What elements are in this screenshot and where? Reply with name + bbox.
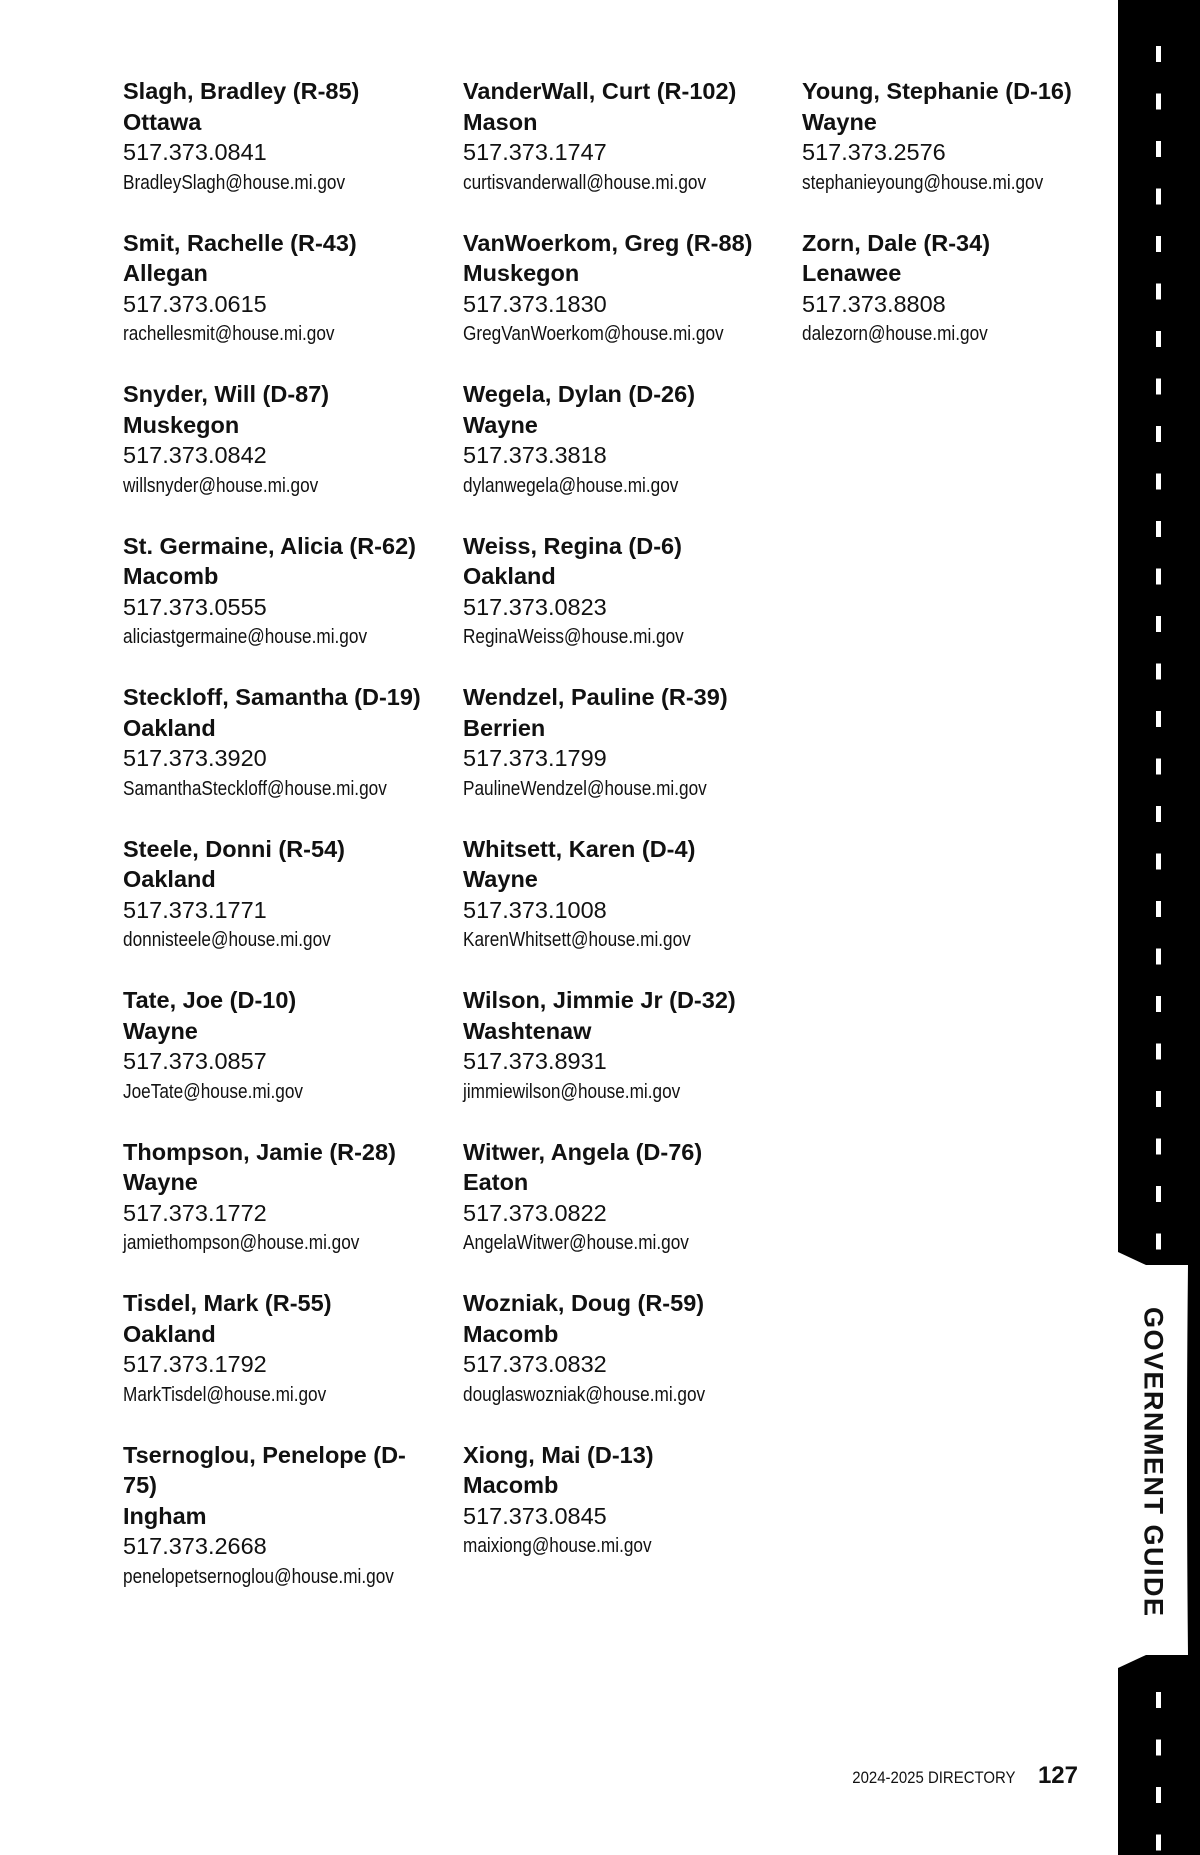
member-county: Washtenaw [463, 1017, 592, 1044]
directory-column-3 [802, 76, 1132, 379]
directory-entry [123, 1137, 453, 1289]
member-phone[interactable]: 517.373.0822 [463, 1199, 607, 1226]
directory-entry [463, 985, 793, 1137]
member-email[interactable]: douglaswozniak@house.mi.gov [463, 1383, 706, 1406]
member-county: Macomb [463, 1320, 559, 1347]
road-dash [1156, 854, 1161, 870]
member-email[interactable]: SamanthaSteckloff@house.mi.gov [123, 777, 387, 800]
member-phone[interactable]: 517.373.1772 [123, 1199, 267, 1226]
road-dash [1156, 616, 1161, 632]
member-county: Wayne [123, 1169, 198, 1195]
directory-entry [123, 985, 453, 1137]
member-name: Snyder, Will (D-87) [123, 381, 330, 407]
directory-entry [123, 682, 453, 834]
directory-entry [123, 1288, 453, 1440]
member-email[interactable]: maixiong@house.mi.gov [463, 1535, 652, 1557]
member-county: Muskegon [123, 411, 240, 438]
page-footer [830, 1762, 1078, 1790]
member-name: Wendzel, Pauline (R-39) [463, 684, 728, 710]
road-dash [1156, 1044, 1161, 1060]
member-email[interactable]: PaulineWendzel@house.mi.gov [463, 777, 707, 800]
road-dash [1156, 806, 1161, 822]
road-dash [1156, 1740, 1161, 1756]
member-email[interactable]: MarkTisdel@house.mi.gov [123, 1383, 327, 1406]
road-dash [1156, 1234, 1161, 1250]
road-dash [1156, 521, 1161, 537]
member-name: VanWoerkom, Greg (R-88) [463, 229, 753, 256]
member-phone[interactable]: 517.373.0823 [463, 593, 607, 620]
road-dash [1156, 1835, 1161, 1851]
road-dash [1156, 711, 1161, 727]
member-name: Zorn, Dale (R-34) [802, 229, 991, 256]
directory-entry [463, 531, 793, 683]
member-name: Steele, Donni (R-54) [123, 835, 345, 862]
member-phone[interactable]: 517.373.1799 [463, 745, 607, 771]
member-name: Weiss, Regina (D-6) [463, 532, 682, 559]
section-label-text: GOVERNMENT GUIDE [1138, 1307, 1169, 1618]
directory-entry [123, 531, 453, 683]
member-county: Macomb [463, 1472, 559, 1498]
member-email[interactable]: aliciastgermaine@house.mi.gov [123, 626, 368, 648]
road-dash [1156, 1091, 1161, 1107]
member-phone[interactable]: 517.373.8931 [463, 1048, 607, 1074]
member-email[interactable]: KarenWhitsett@house.mi.gov [463, 929, 691, 951]
directory-entry [463, 1440, 793, 1592]
member-county: Oakland [123, 1320, 216, 1347]
member-phone[interactable]: 517.373.1008 [463, 896, 607, 923]
road-dash [1156, 426, 1161, 442]
member-email[interactable]: curtisvanderwall@house.mi.gov [463, 171, 707, 194]
member-county: Wayne [463, 866, 538, 892]
member-phone[interactable]: 517.373.1830 [463, 290, 607, 317]
road-dash [1156, 1692, 1161, 1708]
member-email[interactable]: ReginaWeiss@house.mi.gov [463, 626, 684, 648]
member-name: Wilson, Jimmie Jr (D-32) [463, 987, 736, 1013]
member-phone[interactable]: 517.373.2668 [123, 1533, 267, 1559]
member-name: Smit, Rachelle (R-43) [123, 229, 357, 256]
road-dash [1156, 94, 1161, 110]
section-label [1118, 1265, 1188, 1660]
member-county: Ingham [123, 1502, 207, 1529]
road-dash [1156, 1186, 1161, 1202]
member-phone[interactable]: 517.373.8808 [802, 290, 946, 317]
member-county: Wayne [802, 108, 877, 135]
member-name: Young, Stephanie (D-16) [802, 78, 1072, 104]
road-dash [1156, 474, 1161, 490]
member-county: Wayne [123, 1017, 198, 1044]
road-dash [1156, 569, 1161, 585]
member-county: Allegan [123, 260, 208, 286]
directory-entry [123, 1440, 453, 1630]
member-email[interactable]: donnisteele@house.mi.gov [123, 929, 331, 951]
member-email[interactable]: rachellesmit@house.mi.gov [123, 323, 335, 345]
member-email[interactable]: AngelaWitwer@house.mi.gov [463, 1232, 689, 1254]
member-email[interactable]: jamiethompson@house.mi.gov [123, 1232, 360, 1254]
member-county: Eaton [463, 1169, 529, 1195]
road-dash [1156, 379, 1161, 395]
directory-column-1 [123, 76, 453, 1630]
road-dash [1156, 331, 1161, 347]
member-email[interactable]: willsnyder@house.mi.gov [123, 474, 319, 497]
member-name: Slagh, Bradley (R-85) [123, 78, 360, 104]
member-name: Whitsett, Karen (D-4) [463, 835, 696, 862]
member-email[interactable]: JoeTate@house.mi.gov [123, 1080, 304, 1103]
directory-entry [123, 834, 453, 986]
road-dash [1156, 1139, 1161, 1155]
directory-entry [463, 76, 793, 228]
member-name: Steckloff, Samantha (D-19) [123, 684, 421, 710]
member-email[interactable]: dalezorn@house.mi.gov [802, 323, 988, 345]
member-email[interactable]: BradleySlagh@house.mi.gov [123, 171, 346, 194]
member-county: Oakland [123, 866, 216, 892]
road-dash [1156, 996, 1161, 1012]
member-county: Oakland [463, 563, 556, 589]
road-dash [1156, 759, 1161, 775]
member-email[interactable]: penelopetsernoglou@house.mi.gov [123, 1565, 394, 1588]
road-dash [1156, 901, 1161, 917]
directory-entry [802, 228, 1132, 380]
member-phone[interactable]: 517.373.0832 [463, 1351, 607, 1377]
member-county: Mason [463, 108, 538, 135]
directory-column-2 [463, 76, 793, 1591]
member-phone[interactable]: 517.373.3920 [123, 745, 267, 771]
member-phone[interactable]: 517.373.1792 [123, 1351, 267, 1377]
directory-entry [123, 379, 453, 531]
member-email[interactable]: jimmiewilson@house.mi.gov [463, 1080, 681, 1103]
member-email[interactable]: dylanwegela@house.mi.gov [463, 474, 679, 497]
directory-entry [463, 228, 793, 380]
member-email[interactable]: stephanieyoung@house.mi.gov [802, 171, 1044, 194]
directory-entry [463, 682, 793, 834]
member-email[interactable]: GregVanWoerkom@house.mi.gov [463, 323, 724, 345]
member-phone[interactable]: 517.373.0841 [123, 139, 267, 165]
directory-entry [463, 834, 793, 986]
member-name: Tisdel, Mark (R-55) [123, 1290, 332, 1316]
member-county: Ottawa [123, 108, 202, 135]
directory-entry [802, 76, 1132, 228]
member-phone[interactable]: 517.373.0857 [123, 1048, 267, 1074]
member-phone[interactable]: 517.373.1747 [463, 139, 607, 165]
member-name: Thompson, Jamie (R-28) [123, 1138, 396, 1165]
directory-year: 2024-2025 DIRECTORY [852, 1768, 1016, 1787]
directory-entry [463, 1288, 793, 1440]
road-dash [1156, 664, 1161, 680]
member-county: Wayne [463, 411, 538, 438]
member-name: VanderWall, Curt (R-102) [463, 78, 737, 104]
member-county: Macomb [123, 563, 219, 589]
member-phone[interactable]: 517.373.0842 [123, 442, 267, 468]
directory-entry [123, 76, 453, 228]
page-number: 127 [1037, 1762, 1078, 1789]
member-name: Wozniak, Doug (R-59) [463, 1290, 705, 1316]
member-name: Witwer, Angela (D-76) [463, 1138, 703, 1165]
directory-entry [123, 228, 453, 380]
road-dash [1156, 141, 1161, 157]
member-phone[interactable]: 517.373.0845 [463, 1502, 607, 1529]
directory-entry [463, 379, 793, 531]
member-name: Xiong, Mai (D-13) [463, 1441, 654, 1468]
member-county: Oakland [123, 714, 216, 741]
member-county: Berrien [463, 714, 546, 741]
road-dash [1156, 46, 1161, 62]
member-name: Tate, Joe (D-10) [123, 987, 297, 1013]
road-dash [1156, 189, 1161, 205]
directory-entry [463, 1137, 793, 1289]
member-phone[interactable]: 517.373.1771 [123, 896, 267, 923]
member-phone[interactable]: 517.373.3818 [463, 442, 607, 468]
member-name: St. Germaine, Alicia (R-62) [123, 532, 416, 559]
member-name: Tsernoglou, Penelope (D-75) [123, 1441, 406, 1498]
road-dash [1156, 1787, 1161, 1803]
road-dash [1156, 236, 1161, 252]
member-phone[interactable]: 517.373.0615 [123, 290, 267, 317]
member-phone[interactable]: 517.373.0555 [123, 593, 267, 620]
member-name: Wegela, Dylan (D-26) [463, 381, 696, 407]
road-dash [1156, 949, 1161, 965]
member-county: Lenawee [802, 260, 902, 286]
member-county: Muskegon [463, 260, 580, 286]
road-dash [1156, 284, 1161, 300]
member-phone[interactable]: 517.373.2576 [802, 139, 946, 165]
